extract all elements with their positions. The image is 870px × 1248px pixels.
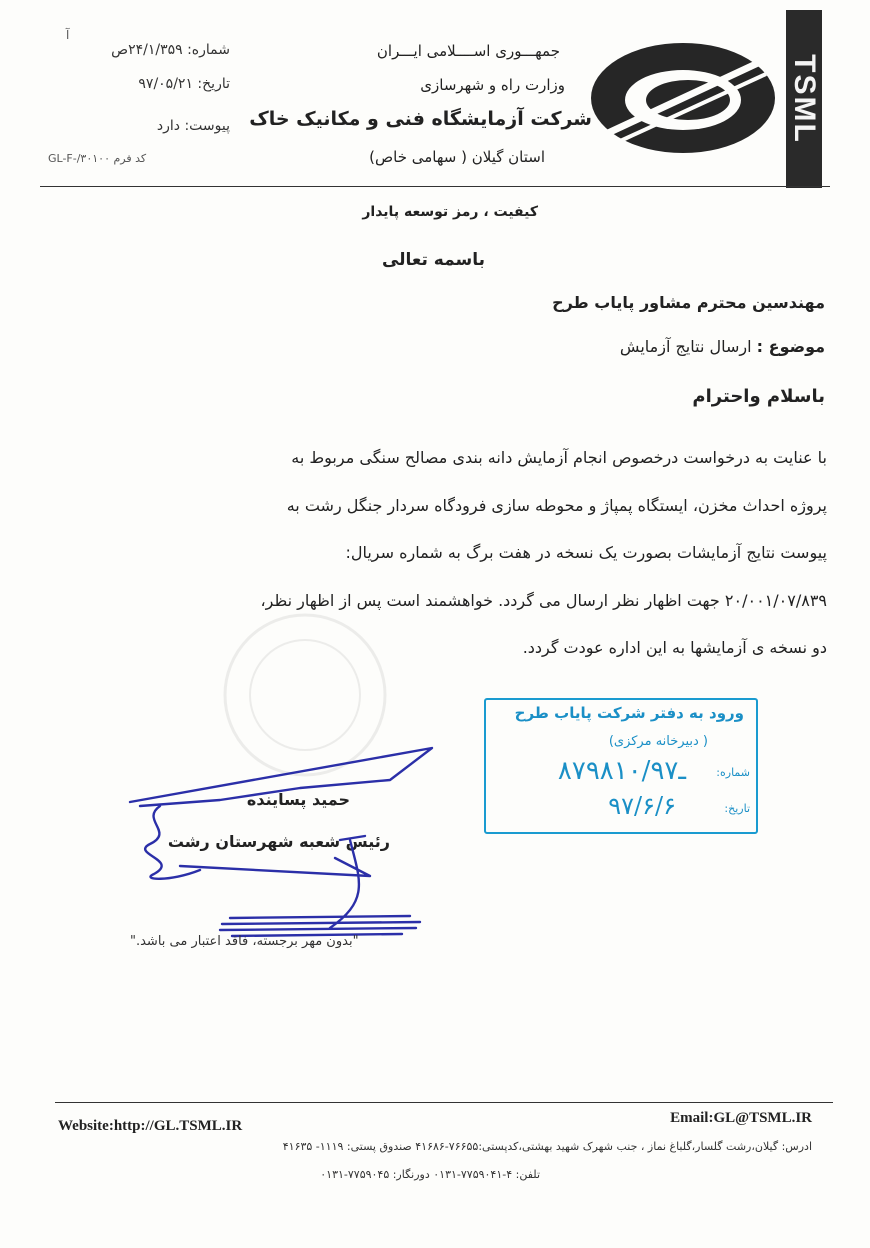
recipient: مهندسین محترم مشاور پایاب طرح [552,293,825,312]
stamp-number-label: شماره: [716,766,750,779]
page-number: آ [66,28,70,42]
body-line: پیوست نتایج آزمایشات بصورت یک نسخه در هفت برگ به شماره سریال: [345,543,827,563]
greeting: باسلام واحترام [692,386,825,407]
footer-website: Website:http://GL.TSML.IR [58,1118,243,1134]
logo-text: TSML [788,54,821,144]
subject-label: موضوع : [756,337,825,356]
letter-body [37,434,827,672]
footer-address: ادرس: گیلان،رشت گلسار،گلباغ نماز ، جنب شهرک شهید بهشتی،کدپستی:۷۶۶۵۵-۴۱۶۸۶ صندوق پستی: ۱۱۱۹- ۴۱۶۳۵ [282,1140,812,1153]
company-name: شرکت آزمایشگاه فنی و مکانیک خاک [249,108,592,130]
motto: کیفیت ، رمز توسعه پایدار [362,204,538,220]
body-line: پروژه احداث مخزن، ایستگاه پمپاژ و محوطه سازی فرودگاه سردار جنگل رشت به [286,495,827,515]
form-code: کد فرم GL-F-/۳۰۱۰۰ [48,152,147,165]
stamp-date: ۹۷/۶/۶ [608,792,676,820]
received-stamp [484,698,758,834]
stamp-number: ۸۷۹۸ـ۱۰/۹۷ [557,756,686,786]
logo-band [786,10,822,188]
header-divider [40,186,830,187]
body-line: دو نسخه ی آزمایشها به این اداره عودت گردد. [522,638,827,658]
signer-title: رئیس شعبه شهرستان رشت [167,832,390,851]
letter-date: تاریخ: ۹۷/۰۵/۲۱ [138,76,230,92]
subject-line [620,337,825,356]
footer-phone: تلفن: ۴-۷۷۵۹۰۴۱-۰۱۳۱ دورنگار: ۷۷۵۹۰۴۵-۰۱۳۱ [320,1168,540,1181]
company-logo-icon [588,38,778,158]
ministry-line: وزارت راه و شهرسازی [420,76,565,94]
stamp-title: ورود به دفتر شرکت پایاب طرح [514,704,744,722]
republic-line: جمهـــوری اســــلامی ایـــران [376,42,560,60]
invocation: باسمه تعالی [381,250,485,270]
signer-name: حمید پساینده [246,790,350,809]
letter-number: شماره: ۲۴/۱/۳۵۹ص [111,42,230,58]
body-line: ۲۰/۰۰۱/۰۷/۸۳۹ جهت اظهار نظر ارسال می گردد. خواهشمند است پس از اظهار نظر، [260,590,827,610]
province-line: استان گیلان ( سهامی خاص) [369,148,545,166]
subject-text: ارسال نتایج آزمایش [619,337,752,356]
footer-email: Email:GL@TSML.IR [670,1110,812,1126]
seal-note: "بدون مهر برجسته، فاقد اعتبار می باشد." [130,934,359,949]
stamp-date-label: تاریخ: [724,802,750,815]
footer-divider [55,1102,833,1103]
stamp-subtitle: ( دبیرخانه مرکزی) [608,734,708,749]
handwritten-signature-icon [120,740,450,950]
body-line: با عنایت به درخواست درخصوص انجام آزمایش دانه بندی مصالح سنگی مربوط به [291,448,827,467]
attachment-status: پیوست: دارد [156,118,230,134]
